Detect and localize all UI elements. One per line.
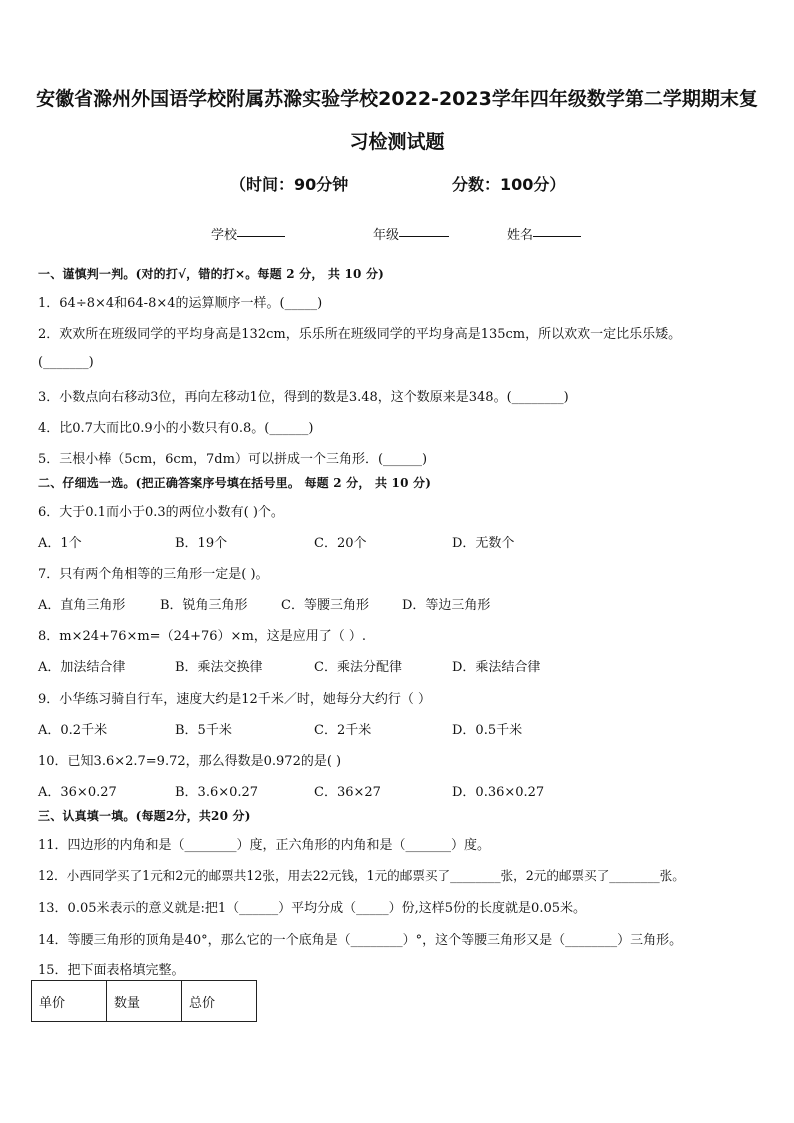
q10-option-b: B．3.6×0.27 (175, 785, 259, 800)
exam-score: 分数：100分） (452, 175, 566, 194)
q9-option-c: C．2千米 (314, 723, 372, 738)
grade-blank[interactable] (399, 224, 449, 237)
grade-field[interactable] (373, 224, 399, 243)
q8-option-c: C．乘法分配律 (314, 660, 402, 675)
table-row (32, 981, 257, 1022)
name-field[interactable] (507, 224, 533, 243)
question-6: 6．大于0.1而小于0.3的两位小数有( )个。 (38, 505, 284, 520)
name-blank[interactable] (533, 224, 581, 237)
question-7: 7．只有两个角相等的三角形一定是( )。 (38, 567, 269, 582)
school-blank[interactable] (237, 224, 285, 237)
q9-option-a: A．0.2千米 (38, 723, 108, 738)
price-table (31, 980, 257, 1022)
table-header-quantity: 数量 (107, 981, 182, 1022)
table-header-total: 总价 (182, 981, 257, 1022)
question-4: 4．比0.7大而比0.9小的小数只有0.8。(______) (38, 421, 314, 436)
question-2-blank: (_______) (38, 355, 94, 370)
q10-option-a: A．36×0.27 (38, 785, 117, 800)
question-9: 9．小华练习骑自行车，速度大约是12千米／时，她每分大约行（ ） (38, 692, 431, 707)
question-3: 3．小数点向右移动3位，再向左移动1位，得到的数是3.48，这个数原来是348。(________) (38, 390, 569, 405)
q6-option-c: C．20个 (314, 536, 367, 551)
q8-option-d: D．乘法结合律 (452, 660, 541, 675)
school-label: 学校 (211, 228, 238, 243)
question-10: 10．已知3.6×2.7=9.72，那么得数是0.972的是( ) (38, 754, 342, 769)
q6-option-a: A．1个 (38, 536, 82, 551)
question-2: 2．欢欢所在班级同学的平均身高是132cm，乐乐所在班级同学的平均身高是135cm，所以欢欢一定比乐乐矮。 (38, 327, 682, 342)
q7-option-b: B．锐角三角形 (160, 598, 248, 613)
question-13: 13．0.05米表示的意义就是:把1（______）平均分成（_____）份,这样5份的长度就是0.05米。 (38, 901, 586, 916)
q9-option-d: D．0.5千米 (452, 723, 523, 738)
q7-option-d: D．等边三角形 (402, 598, 491, 613)
exam-time: （时间：90分钟 (230, 175, 349, 194)
question-1: 1．64÷8×4和64-8×4的运算顺序一样。(_____) (38, 296, 323, 311)
exam-title-line1: 安徽省滁州外国语学校附属苏滁实验学校2022-2023学年四年级数学第二学期期末复 (36, 88, 758, 110)
section-2-heading: 二、仔细选一选。(把正确答案序号填在括号里。 每题 2 分， 共 10 分) (38, 476, 432, 490)
section-3-heading: 三、认真填一填。(每题2分，共20 分) (38, 809, 251, 823)
q10-option-c: C．36×27 (314, 785, 381, 800)
name-label: 姓名 (507, 228, 534, 243)
question-5: 5．三根小棒（5cm，6cm，7dm）可以拼成一个三角形．(______) (38, 452, 428, 467)
q8-option-b: B．乘法交换律 (175, 660, 263, 675)
q7-option-a: A．直角三角形 (38, 598, 126, 613)
q10-option-d: D．0.36×0.27 (452, 785, 545, 800)
question-12: 12．小西同学买了1元和2元的邮票共12张，用去22元钱，1元的邮票买了________张，2元的邮票买了________张。 (38, 868, 685, 883)
q9-option-b: B．5千米 (175, 723, 232, 738)
exam-title-line2: 习检测试题 (349, 131, 445, 153)
grade-label: 年级 (373, 228, 400, 243)
school-field[interactable] (211, 224, 237, 243)
question-15: 15．把下面表格填完整。 (38, 963, 185, 978)
section-1-heading: 一、谨慎判一判。(对的打√，错的打×。每题 2 分， 共 10 分) (38, 267, 385, 281)
q6-option-b: B．19个 (175, 536, 228, 551)
q6-option-d: D．无数个 (452, 536, 515, 551)
table-header-unit-price: 单价 (32, 981, 107, 1022)
question-11: 11．四边形的内角和是（________）度，正六角形的内角和是（_______）度。 (38, 838, 491, 853)
q7-option-c: C．等腰三角形 (281, 598, 369, 613)
question-8: 8．m×24+76×m=（24+76）×m，这是应用了（ ）. (38, 629, 367, 644)
question-14: 14．等腰三角形的顶角是40°，那么它的一个底角是（________）°，这个等腰三角形又是（________）三角形。 (38, 933, 683, 948)
q8-option-a: A．加法结合律 (38, 660, 126, 675)
